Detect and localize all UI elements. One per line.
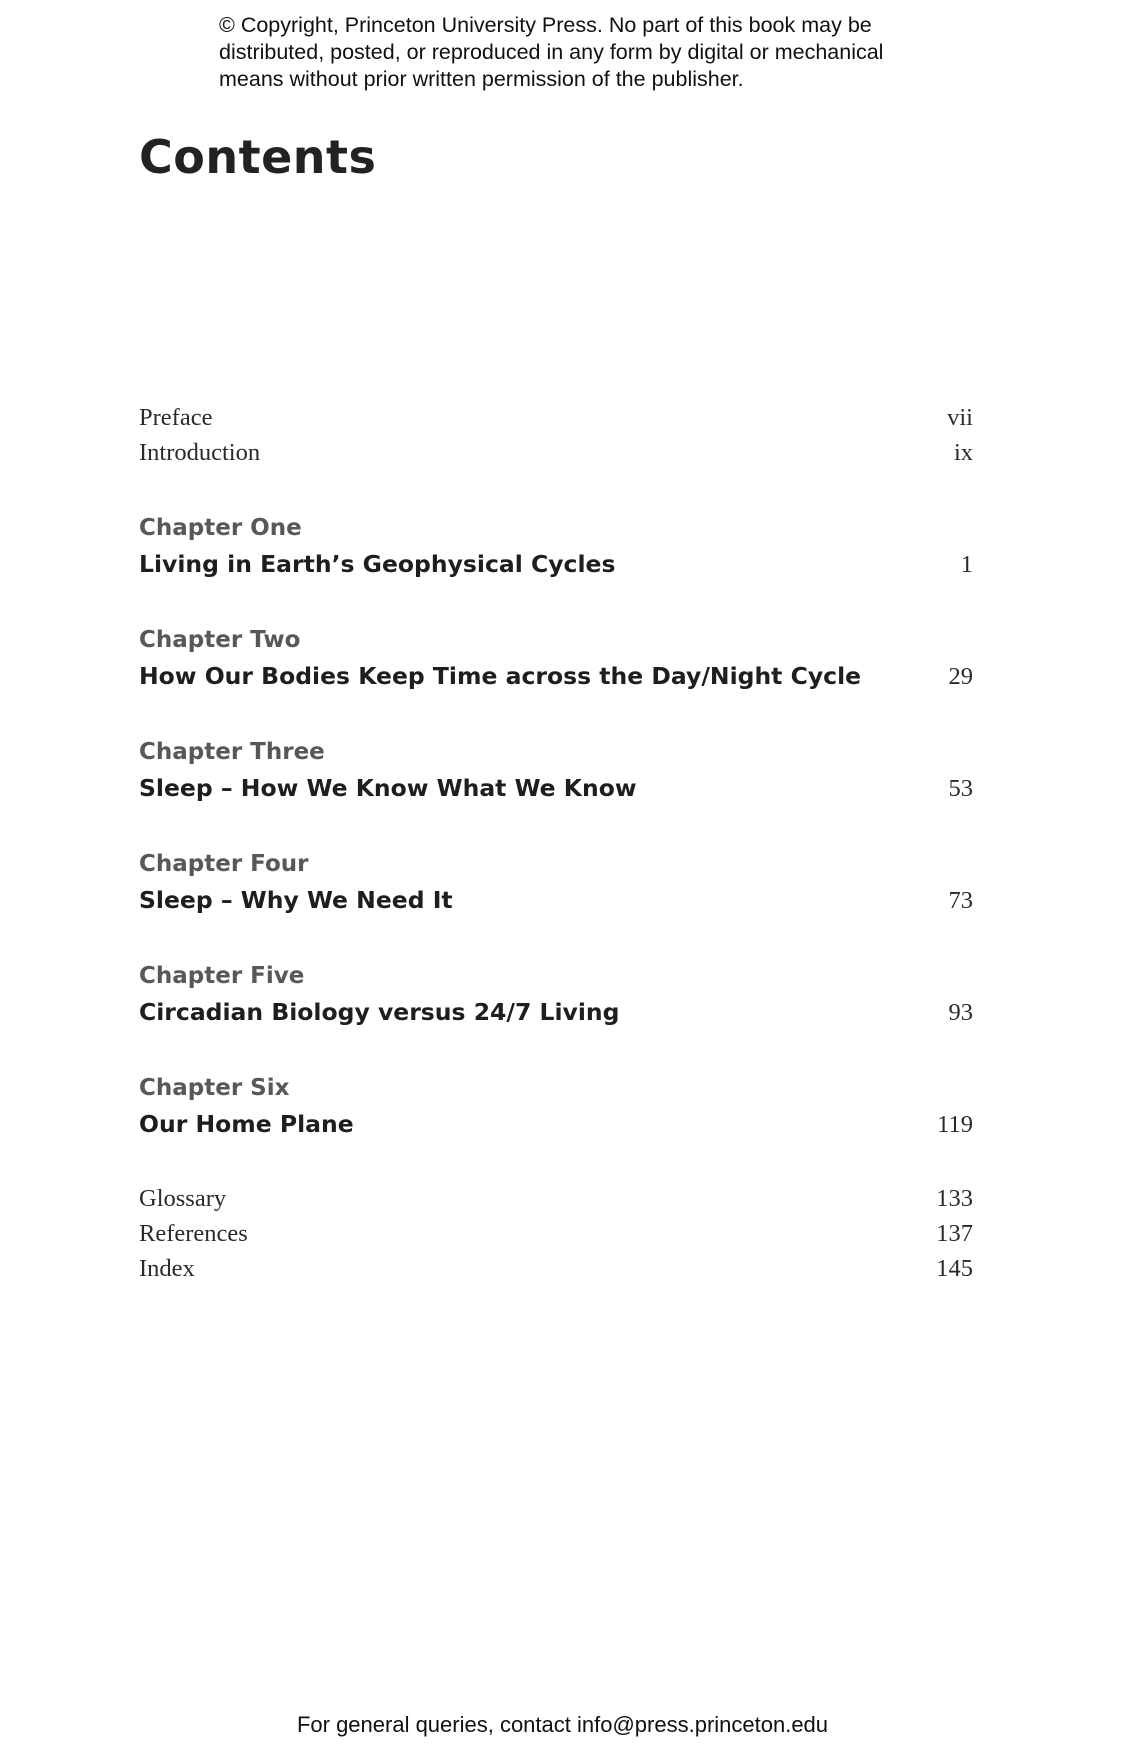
page-title: Contents [139,130,377,184]
chapter-number: Chapter Four [139,851,309,877]
chapter-number: Chapter One [139,515,302,541]
toc-entry-introduction[interactable] [139,435,973,470]
entry-label: Glossary [139,1185,227,1212]
toc-entry-index[interactable] [139,1251,973,1286]
chapter-title: Circadian Biology versus 24/7 Living [139,998,620,1026]
toc-chapter-6[interactable] [139,1071,973,1143]
toc-entry-preface[interactable] [139,400,973,435]
entry-page-number: 137 [936,1220,973,1247]
entry-page-number: 133 [936,1185,973,1212]
entry-page-number: ix [953,439,973,466]
chapter-number: Chapter Two [139,627,301,653]
toc-chapter-3[interactable] [139,735,973,807]
toc-chapter-1[interactable] [139,511,973,583]
chapter-page-number: 53 [948,775,973,802]
toc-chapter-5[interactable] [139,959,973,1031]
copyright-line: © Copyright, Princeton University Press. No part of this book may be [219,13,872,37]
chapter-page-number: 119 [937,1111,973,1138]
chapter-number: Chapter Three [139,739,325,765]
toc-entry-references[interactable] [139,1216,973,1251]
entry-label: Preface [139,404,213,431]
front-matter [139,400,973,470]
chapter-page-number: 1 [960,551,973,578]
chapter-page-number: 73 [948,887,973,914]
chapter-title: Living in Earth’s Geophysical Cycles [139,550,616,578]
toc-chapter-4[interactable] [139,847,973,919]
entry-label: Index [139,1255,195,1282]
back-matter [139,1181,973,1286]
entry-page-number: 145 [936,1255,973,1282]
entry-label: Introduction [139,439,261,466]
chapter-number: Chapter Five [139,963,305,989]
chapter-title: Sleep – Why We Need It [139,886,453,914]
entry-page-number: vii [947,404,973,431]
entry-label: References [139,1220,248,1247]
table-of-contents [139,400,973,1286]
chapter-title: Sleep – How We Know What We Know [139,774,637,802]
toc-entry-glossary[interactable] [139,1181,973,1216]
copyright-notice [219,12,939,93]
toc-chapter-2[interactable] [139,623,973,695]
copyright-line: distributed, posted, or reproduced in any form by digital or mechanical [219,40,884,64]
chapter-number: Chapter Six [139,1075,290,1101]
chapter-title: Our Home Plane [139,1110,354,1138]
chapter-title: How Our Bodies Keep Time across the Day/Night Cycle [139,662,862,690]
chapter-page-number: 29 [948,663,973,690]
footer-contact: For general queries, contact info@press.princeton.edu [296,1712,829,1737]
chapter-page-number: 93 [948,999,973,1026]
copyright-line: means without prior written permission of the publisher. [219,67,744,91]
